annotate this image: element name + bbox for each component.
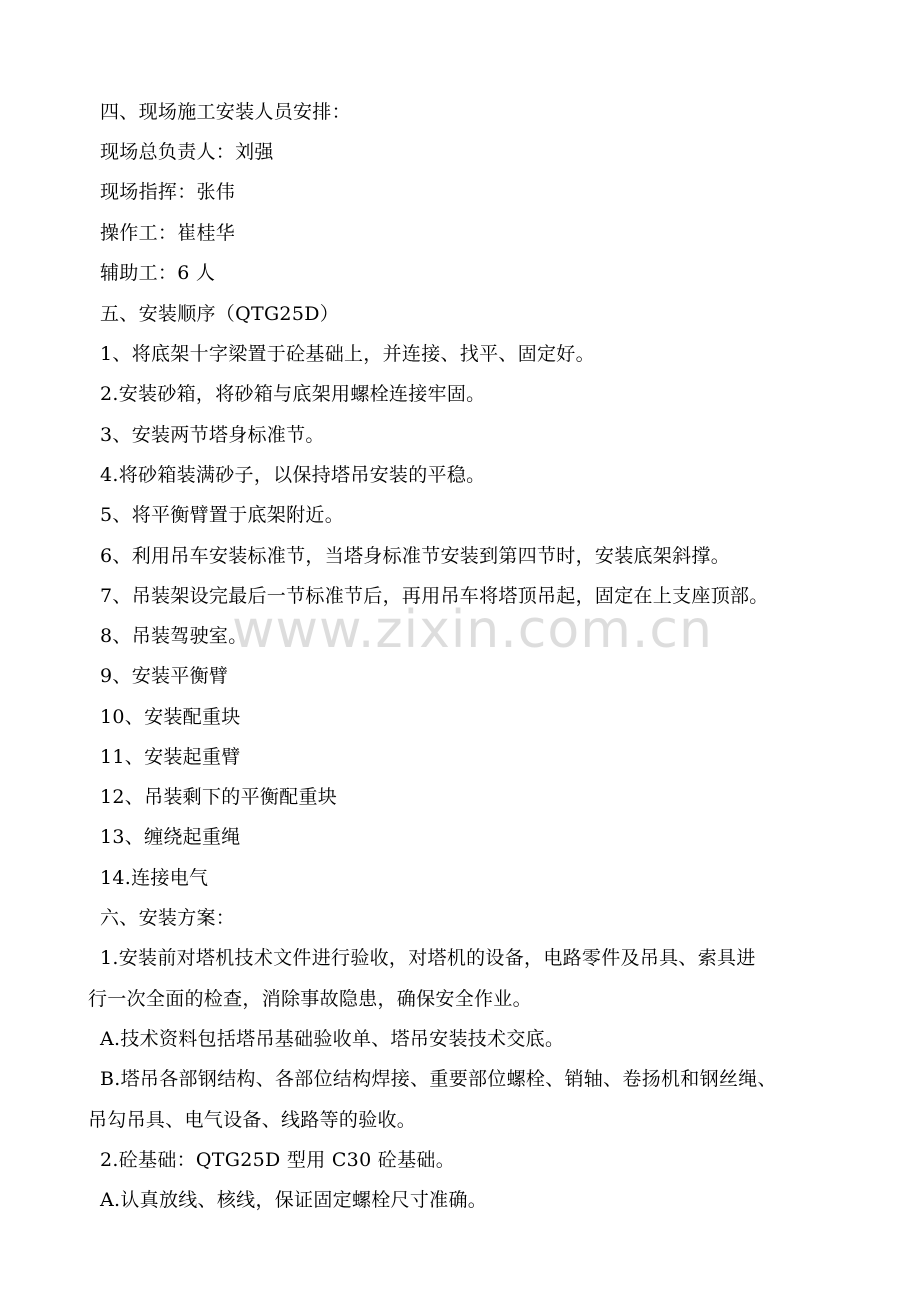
section-heading-plan: 六、安装方案： bbox=[100, 907, 236, 929]
personnel-line: 操作工：崔桂华 bbox=[100, 222, 236, 244]
plan-paragraph: 吊勾吊具、电气设备、线路等的验收。 bbox=[88, 1109, 417, 1131]
sequence-step: 7、吊装架设完最后一节标准节后，再用吊车将塔顶吊起，固定在上支座顶部。 bbox=[100, 585, 769, 607]
sequence-step: 6、利用吊车安装标准节，当塔身标准节安装到第四节时，安装底架斜撑。 bbox=[100, 545, 730, 567]
personnel-line: 现场总负责人：刘强 bbox=[100, 141, 274, 163]
plan-paragraph: 行一次全面的检查，消除事故隐患，确保安全作业。 bbox=[88, 988, 532, 1010]
sequence-step: 1、将底架十字梁置于砼基础上，并连接、找平、固定好。 bbox=[100, 343, 595, 365]
plan-paragraph: A.认真放线、核线，保证固定螺栓尺寸准确。 bbox=[100, 1189, 488, 1211]
sequence-step: 5、将平衡臂置于底架附近。 bbox=[100, 504, 344, 526]
plan-paragraph: B.塔吊各部钢结构、各部位结构焊接、重要部位螺栓、销轴、卷扬机和钢丝绳、 bbox=[100, 1068, 777, 1090]
watermark: www.zixin.com.cn bbox=[232, 600, 713, 660]
sequence-step: 13、缠绕起重绳 bbox=[100, 826, 241, 848]
sequence-step: 9、安装平衡臂 bbox=[100, 665, 229, 687]
sequence-step: 2.安装砂箱，将砂箱与底架用螺栓连接牢固。 bbox=[100, 383, 486, 405]
sequence-step: 12、吊装剩下的平衡配重块 bbox=[100, 786, 338, 808]
sequence-step: 8、吊装驾驶室。 bbox=[100, 625, 248, 647]
sequence-step: 14.连接电气 bbox=[100, 867, 209, 889]
plan-paragraph: A.技术资料包括塔吊基础验收单、塔吊安装技术交底。 bbox=[100, 1028, 565, 1050]
plan-paragraph: 1.安装前对塔机技术文件进行验收，对塔机的设备，电路零件及吊具、索具进 bbox=[100, 947, 756, 969]
sequence-step: 3、安装两节塔身标准节。 bbox=[100, 424, 325, 446]
section-heading-personnel: 四、现场施工安装人员安排： bbox=[100, 101, 351, 123]
personnel-line: 现场指挥：张伟 bbox=[100, 181, 236, 203]
sequence-step: 4.将砂箱装满砂子，以保持塔吊安装的平稳。 bbox=[100, 464, 486, 486]
section-heading-sequence: 五、安装顺序（QTG25D） bbox=[100, 303, 340, 325]
personnel-line: 辅助工：6 人 bbox=[100, 262, 216, 284]
plan-paragraph: 2.砼基础：QTG25D 型用 C30 砼基础。 bbox=[100, 1149, 455, 1171]
sequence-step: 11、安装起重臂 bbox=[100, 746, 241, 768]
sequence-step: 10、安装配重块 bbox=[100, 706, 241, 728]
